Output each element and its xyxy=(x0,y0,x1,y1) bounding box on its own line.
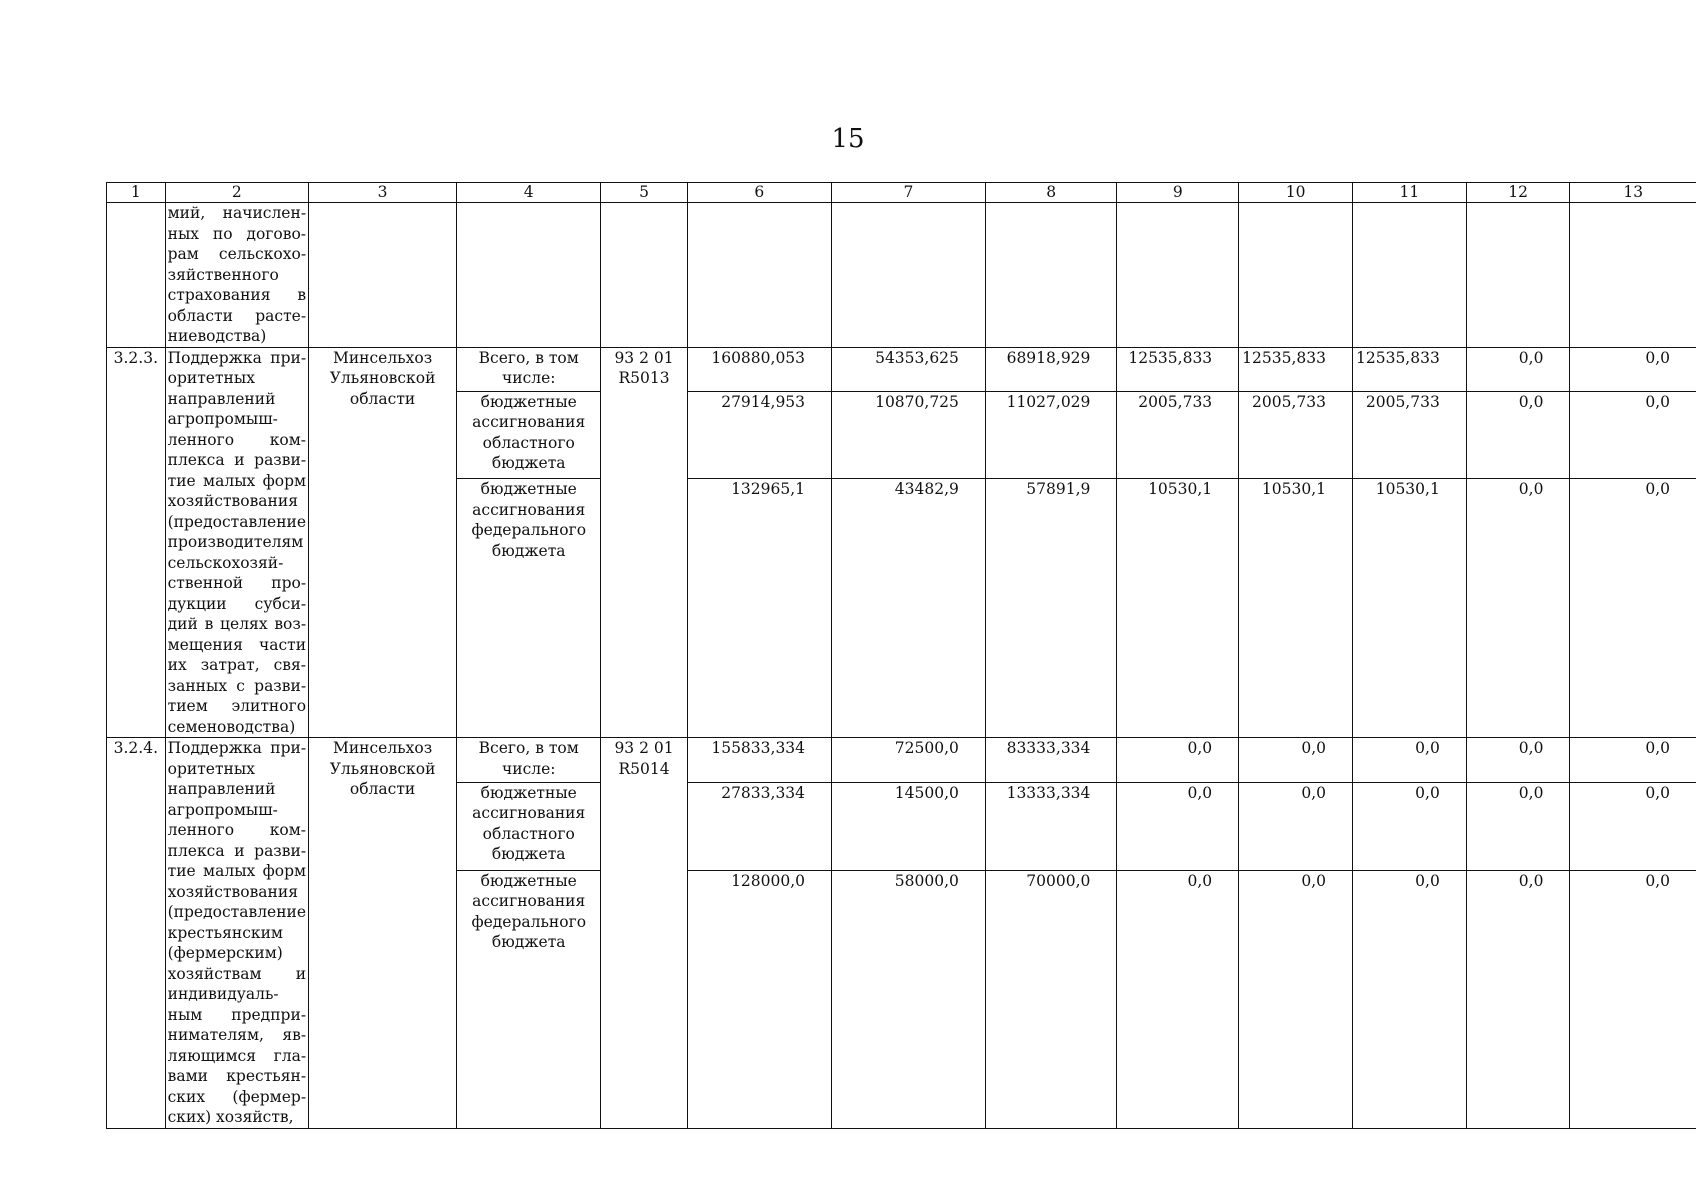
amount-cell: 10530,1 xyxy=(1117,479,1239,738)
empty-cell xyxy=(1353,203,1467,348)
amount-cell: 0,0 xyxy=(1466,347,1570,391)
budget-code: 93 2 01 R5013 xyxy=(601,347,687,738)
index-cell xyxy=(107,203,166,348)
measure-name-line: направлений xyxy=(167,389,276,408)
amount-cell: 12535,833 xyxy=(1353,347,1467,391)
empty-cell xyxy=(1239,203,1353,348)
measure-name-line: области расте- xyxy=(167,306,307,325)
empty-cell xyxy=(687,203,831,348)
executor: Минсельхоз Ульяновской области xyxy=(309,347,457,738)
empty-cell xyxy=(1117,203,1239,348)
empty-cell xyxy=(601,203,687,348)
amount-cell: 0,0 xyxy=(1570,391,1696,478)
amount-cell: 70000,0 xyxy=(985,870,1117,1128)
amount-cell: 0,0 xyxy=(1466,782,1570,870)
measure-name-line: (предоставление xyxy=(167,512,307,531)
measure-name-line: ных по догово- xyxy=(167,224,307,243)
measure-name-line: дий в целях воз- xyxy=(167,615,307,633)
amount-cell: 0,0 xyxy=(1570,347,1696,391)
amount-cell: 132965,1 xyxy=(687,479,831,738)
column-number: 9 xyxy=(1117,183,1239,203)
funding-source: бюджетные ассигнования областного бюджета xyxy=(457,391,601,478)
amount-cell: 0,0 xyxy=(1239,870,1353,1128)
column-number: 11 xyxy=(1353,183,1467,203)
measure-name-line: ственной про- xyxy=(167,574,307,592)
empty-cell xyxy=(309,203,457,348)
amount-cell: 0,0 xyxy=(1570,738,1696,783)
amount-cell: 13333,334 xyxy=(985,782,1117,870)
amount-cell: 2005,733 xyxy=(1117,391,1239,478)
measure-name-line: плекса и разви- xyxy=(167,841,307,860)
measure-name-line: агропромыш- xyxy=(167,410,278,428)
amount-cell: 0,0 xyxy=(1239,738,1353,783)
measure-name-line: семеноводства) xyxy=(167,717,296,736)
measure-name-line: (предоставление xyxy=(167,903,307,921)
amount-cell: 0,0 xyxy=(1353,870,1467,1128)
measure-name-line: их затрат, свя- xyxy=(167,656,307,674)
funding-source: бюджетные ассигнования федерального бюджета xyxy=(457,870,601,1128)
measure-name-line: направлений xyxy=(167,780,276,798)
measure-name-line: ских (фермер- xyxy=(167,1087,307,1106)
measure-name xyxy=(165,203,308,348)
measure-name-line: ляющимся гла- xyxy=(167,1046,307,1065)
column-number: 4 xyxy=(457,183,601,203)
column-number: 10 xyxy=(1239,183,1353,203)
column-number: 13 xyxy=(1570,183,1696,203)
column-number: 12 xyxy=(1466,183,1570,203)
measure-name-line: производителям xyxy=(167,533,304,551)
column-number: 8 xyxy=(985,183,1117,203)
measure-name-line: агропромыш- xyxy=(167,800,278,819)
amount-cell: 58000,0 xyxy=(832,870,986,1128)
measure-name-line: оритетных xyxy=(167,759,255,778)
amount-cell: 12535,833 xyxy=(1239,347,1353,391)
amount-cell: 128000,0 xyxy=(687,870,831,1128)
amount-cell: 0,0 xyxy=(1570,479,1696,738)
amount-cell: 14500,0 xyxy=(832,782,986,870)
amount-cell: 57891,9 xyxy=(985,479,1117,738)
measure-name-line: ниеводства) xyxy=(167,327,267,345)
measure-name-line: зяйственного xyxy=(167,265,279,284)
funding-source: Всего, в том числе: xyxy=(457,347,601,391)
amount-cell: 0,0 xyxy=(1466,391,1570,478)
row-index: 3.2.3. xyxy=(107,347,166,738)
column-number: 3 xyxy=(309,183,457,203)
measure-name-line: ских) хозяйств, xyxy=(167,1108,294,1126)
amount-cell: 10530,1 xyxy=(1239,479,1353,738)
column-number: 1 xyxy=(107,183,166,203)
funding-source: бюджетные ассигнования областного бюджета xyxy=(457,782,601,870)
measure-name-line: хозяйствам и xyxy=(167,964,307,983)
measure-name-line: хозяйствования xyxy=(167,492,298,510)
measure-name-line: (фермерским) xyxy=(167,944,283,962)
amount-cell: 0,0 xyxy=(1570,782,1696,870)
executor: Минсельхоз Ульяновской области xyxy=(309,738,457,1129)
column-number: 6 xyxy=(687,183,831,203)
measure-name-line: мещения части xyxy=(167,635,307,654)
amount-cell: 0,0 xyxy=(1353,782,1467,870)
measure-name-line: нимателям, яв- xyxy=(167,1026,307,1044)
amount-cell: 27914,953 xyxy=(687,391,831,478)
measure-name-line: тие малых форм xyxy=(167,862,307,880)
measure-name-line: индивидуаль- xyxy=(167,985,279,1003)
measure-name-line: сельскохозяй- xyxy=(167,553,284,572)
empty-cell xyxy=(832,203,986,348)
amount-cell: 83333,334 xyxy=(985,738,1117,783)
column-number: 2 xyxy=(165,183,308,203)
amount-cell: 160880,053 xyxy=(687,347,831,391)
measure-name-line: тие малых форм xyxy=(167,471,307,490)
measure-name-line: крестьянским xyxy=(167,923,283,942)
measure-name-line: оритетных xyxy=(167,369,255,387)
measure-name-line: вами крестьян- xyxy=(167,1067,307,1085)
measure-name-line: Поддержка при- xyxy=(167,348,307,367)
measure-name-line: плекса и разви- xyxy=(167,451,307,469)
empty-cell xyxy=(457,203,601,348)
measure-name xyxy=(165,347,308,738)
empty-cell xyxy=(985,203,1117,348)
amount-cell: 68918,929 xyxy=(985,347,1117,391)
measure-name-line: дукции субси- xyxy=(167,594,307,613)
column-number: 5 xyxy=(601,183,687,203)
amount-cell: 0,0 xyxy=(1570,870,1696,1128)
amount-cell: 12535,833 xyxy=(1117,347,1239,391)
measure-name-line: хозяйствования xyxy=(167,882,298,901)
amount-cell: 0,0 xyxy=(1466,870,1570,1128)
row-index: 3.2.4. xyxy=(107,738,166,1129)
amount-cell: 2005,733 xyxy=(1239,391,1353,478)
measure-name xyxy=(165,738,308,1129)
amount-cell: 155833,334 xyxy=(687,738,831,783)
amount-cell: 10530,1 xyxy=(1353,479,1467,738)
funding-source: Всего, в том числе: xyxy=(457,738,601,783)
amount-cell: 27833,334 xyxy=(687,782,831,870)
amount-cell: 0,0 xyxy=(1239,782,1353,870)
page-number: 15 xyxy=(831,124,865,154)
measure-name-line: Поддержка при- xyxy=(167,739,307,757)
measure-name-line: ленного ком- xyxy=(167,430,307,449)
empty-cell xyxy=(1466,203,1570,348)
amount-cell: 0,0 xyxy=(1466,479,1570,738)
amount-cell: 0,0 xyxy=(1466,738,1570,783)
amount-cell: 0,0 xyxy=(1117,738,1239,783)
amount-cell: 0,0 xyxy=(1353,738,1467,783)
measure-name-line: занных с разви- xyxy=(167,676,307,695)
amount-cell: 0,0 xyxy=(1117,870,1239,1128)
measure-name-line: страхования в xyxy=(167,286,307,304)
column-number: 7 xyxy=(832,183,986,203)
amount-cell: 72500,0 xyxy=(832,738,986,783)
amount-cell: 43482,9 xyxy=(832,479,986,738)
measure-name-line: ленного ком- xyxy=(167,821,307,839)
budget-table xyxy=(106,182,1696,1129)
amount-cell: 11027,029 xyxy=(985,391,1117,478)
amount-cell: 2005,733 xyxy=(1353,391,1467,478)
amount-cell: 10870,725 xyxy=(832,391,986,478)
amount-cell: 54353,625 xyxy=(832,347,986,391)
measure-name-line: мий, начислен- xyxy=(167,204,307,222)
measure-name-line: тием элитного xyxy=(167,697,307,715)
amount-cell: 0,0 xyxy=(1117,782,1239,870)
measure-name-line: ным предпри- xyxy=(167,1005,307,1024)
measure-name-line: рам сельскохо- xyxy=(167,245,307,263)
funding-source: бюджетные ассигнования федерального бюджета xyxy=(457,479,601,738)
empty-cell xyxy=(1570,203,1696,348)
budget-code: 93 2 01 R5014 xyxy=(601,738,687,1129)
